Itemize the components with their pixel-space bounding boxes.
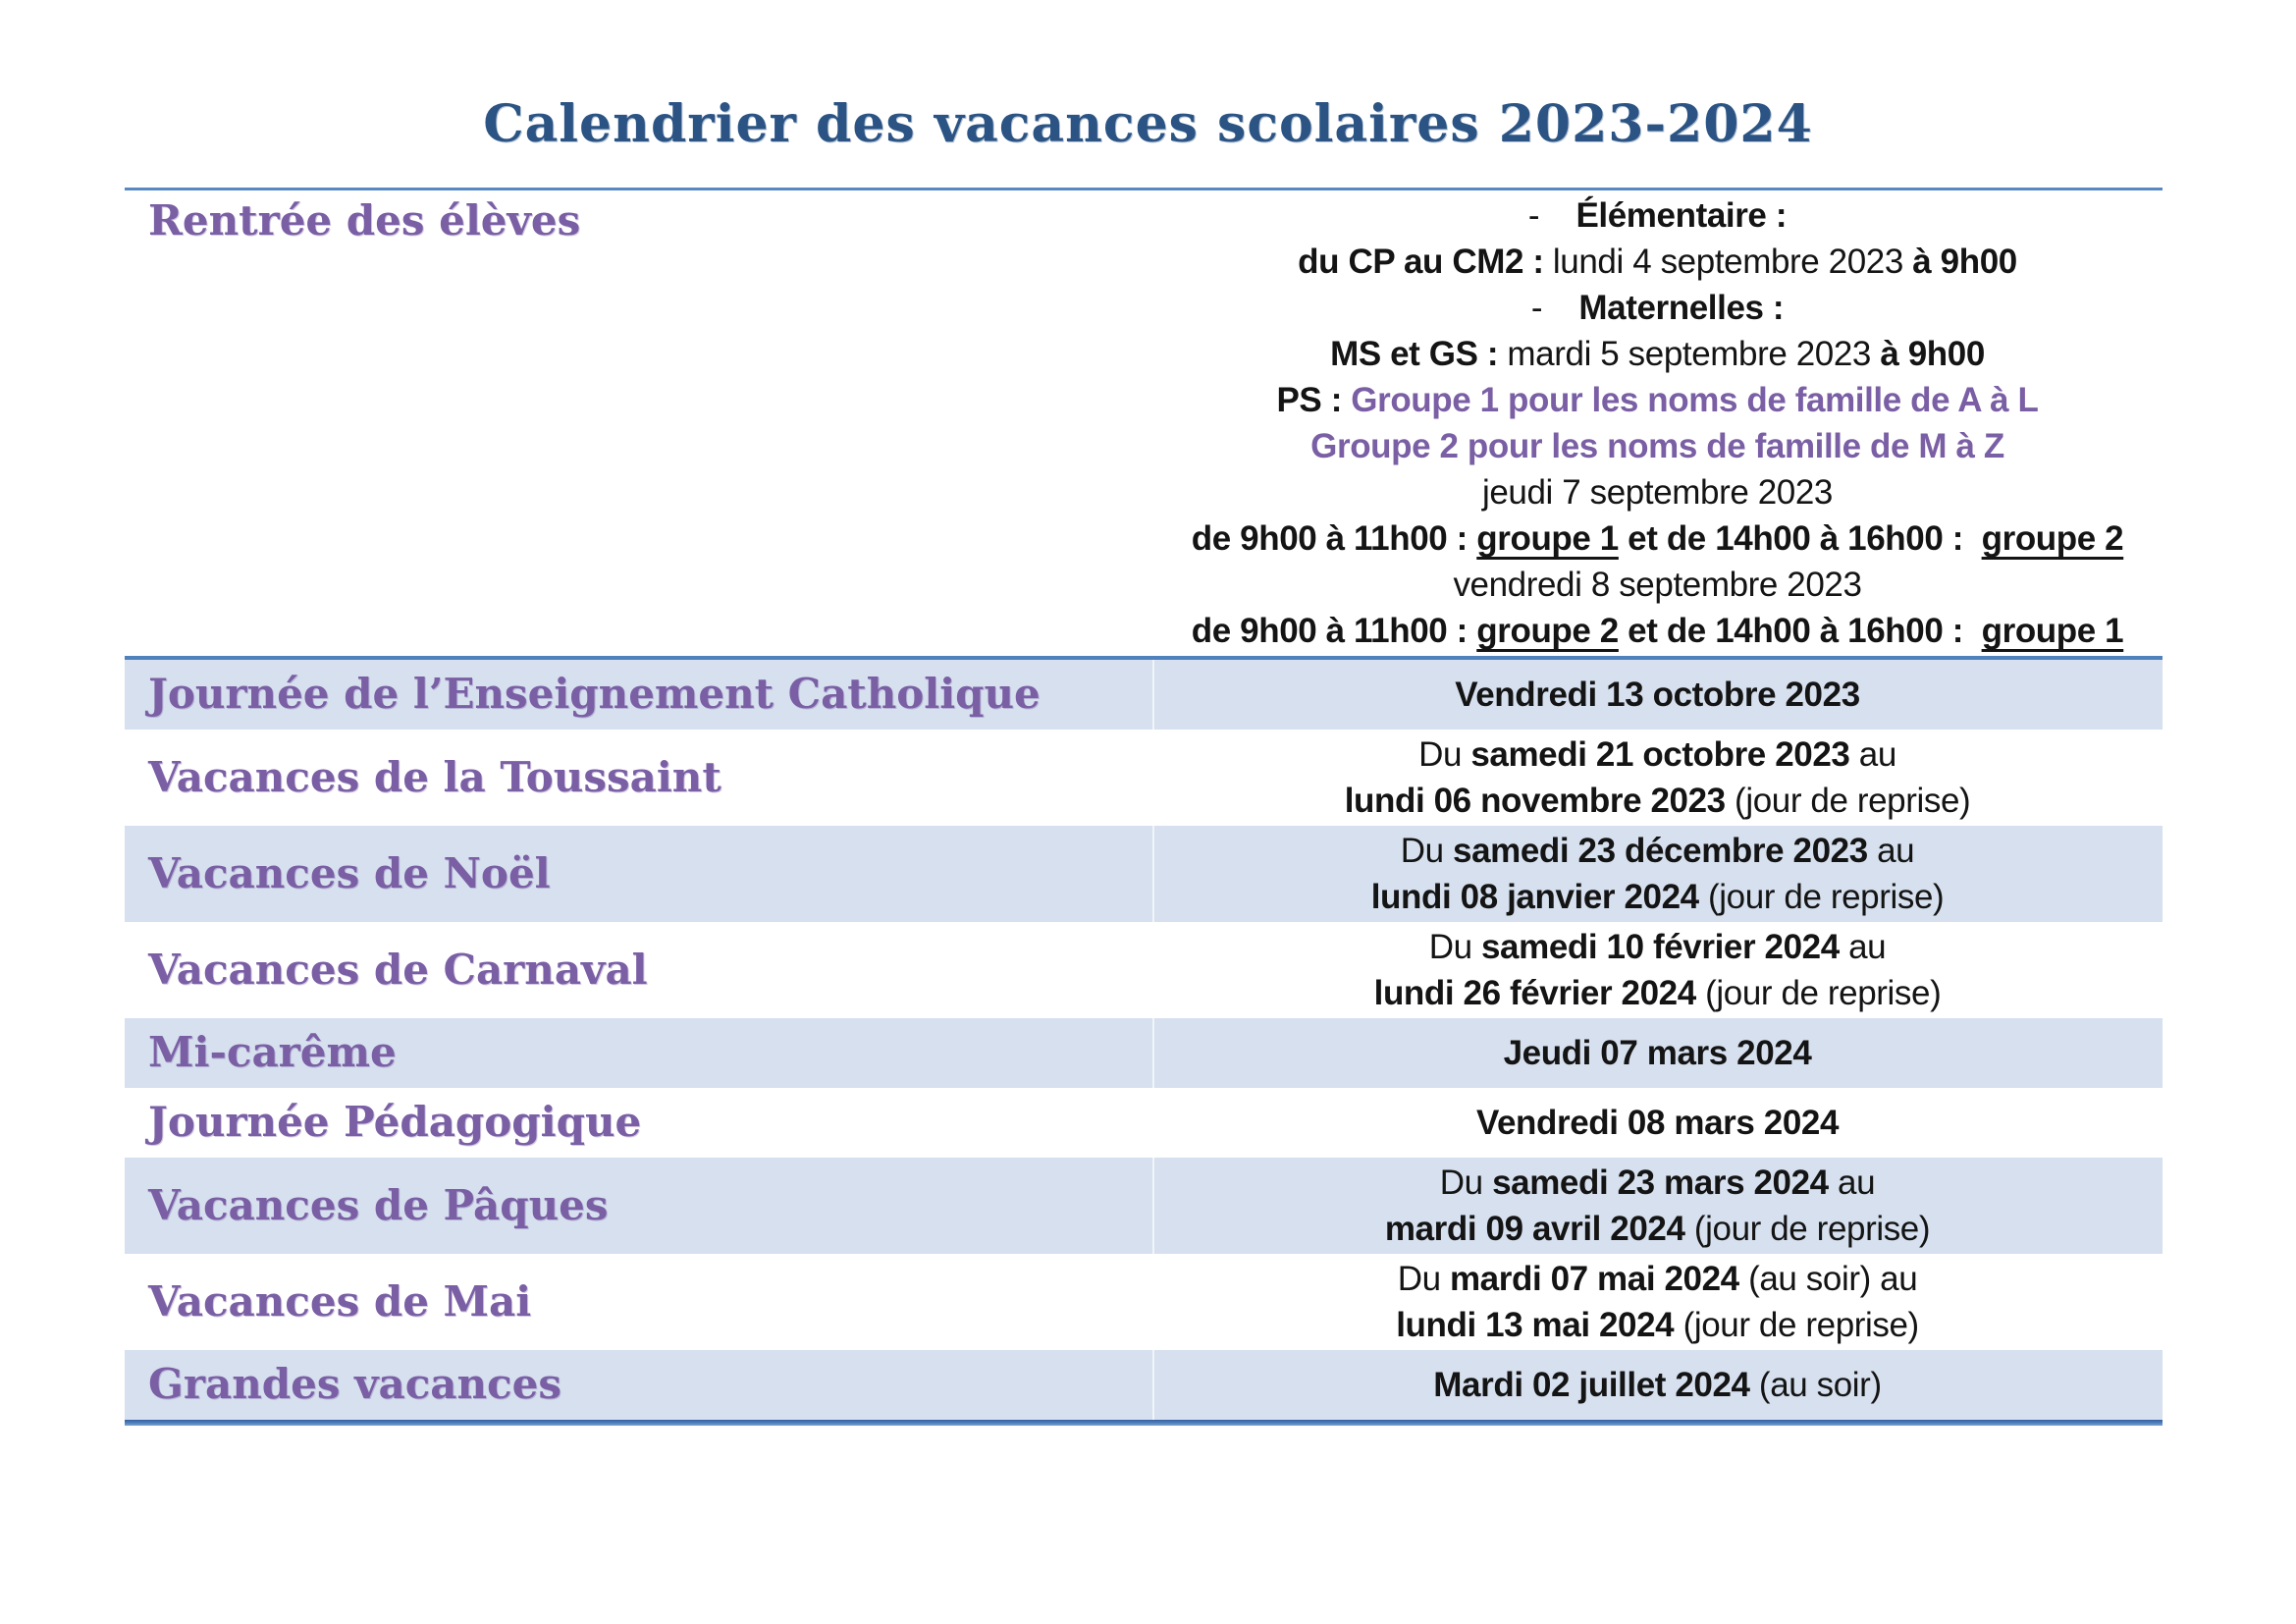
- text-segment: au: [1849, 735, 1896, 774]
- text-segment: Du: [1418, 735, 1471, 774]
- text-segment: (jour de reprise): [1674, 1306, 1919, 1344]
- event-label-cell: [125, 922, 1152, 1018]
- date-line: [1152, 192, 2163, 239]
- text-segment: groupe 1: [1476, 519, 1619, 558]
- text-segment: (au soir): [1749, 1366, 1882, 1404]
- text-segment: lundi 06 novembre 2023: [1344, 782, 1726, 820]
- date-line: [1152, 1256, 2163, 1302]
- event-label-cell: [125, 1088, 1152, 1158]
- calendar-table: [125, 188, 2163, 1426]
- text-segment: à 9h00: [1912, 243, 2017, 281]
- table-row: [125, 660, 2163, 730]
- text-segment: Du: [1428, 928, 1481, 966]
- text-segment: groupe 1: [1981, 612, 2124, 650]
- text-segment: Jeudi 07 mars 2024: [1503, 1034, 1812, 1072]
- text-segment: Maternelles :: [1578, 289, 1785, 327]
- text-segment: groupe 2: [1476, 612, 1619, 650]
- date-line: [1152, 1302, 2163, 1348]
- event-label-cell: [125, 660, 1152, 730]
- table-row: [125, 1018, 2163, 1088]
- page-title: Calendrier des vacances scolaires 2023-2024: [483, 94, 1813, 154]
- text-segment: (jour de reprise): [1698, 878, 1945, 916]
- text-segment: au: [1828, 1164, 1876, 1202]
- event-label-cell: [125, 1350, 1152, 1420]
- event-label: Vacances de Noël: [148, 848, 551, 897]
- date-line: [1152, 1030, 2163, 1076]
- event-label: Vacances de Carnaval: [148, 945, 648, 994]
- table-row: [125, 1254, 2163, 1350]
- date-line: [1152, 608, 2163, 654]
- text-segment: du CP au CM2 :: [1298, 243, 1553, 281]
- event-label-cell: [125, 730, 1152, 826]
- text-segment: MS et GS :: [1330, 335, 1508, 373]
- text-segment: mardi 5 septembre 2023: [1507, 335, 1881, 373]
- event-label-cell: [125, 1158, 1152, 1254]
- text-segment: Mardi 02 juillet 2024: [1433, 1366, 1750, 1404]
- text-segment: (jour de reprise): [1725, 782, 1971, 820]
- event-dates-cell: [1152, 1254, 2163, 1350]
- date-line: [1152, 874, 2163, 920]
- event-dates-cell: [1152, 1018, 2163, 1088]
- table-row: [125, 1088, 2163, 1158]
- date-line: [1152, 1100, 2163, 1146]
- event-dates-cell: [1152, 660, 2163, 730]
- event-dates-cell: [1152, 1088, 2163, 1158]
- table-bottom-border: [125, 1420, 2163, 1426]
- event-label: Mi-carême: [148, 1028, 397, 1077]
- text-segment: Du: [1400, 832, 1454, 870]
- date-line: [1152, 239, 2163, 285]
- event-dates-cell: [1152, 922, 2163, 1018]
- event-label: Grandes vacances: [148, 1360, 561, 1409]
- text-segment: mardi 09 avril 2024: [1384, 1210, 1685, 1248]
- text-segment: de 9h00 à 11h00 :: [1191, 519, 1477, 558]
- text-segment: samedi 21 octobre 2023: [1470, 735, 1850, 774]
- table-row: [125, 730, 2163, 826]
- text-segment: Du: [1439, 1164, 1493, 1202]
- text-segment: Élémentaire :: [1575, 196, 1788, 235]
- table-row: [125, 1350, 2163, 1420]
- event-dates-cell: [1152, 826, 2163, 922]
- event-label-cell: [125, 190, 1152, 656]
- date-line: [1152, 778, 2163, 824]
- text-segment: jeudi 7 septembre 2023: [1481, 473, 1833, 512]
- event-label: Vacances de Pâques: [148, 1180, 609, 1229]
- text-segment: lundi 4 septembre 2023: [1552, 243, 1913, 281]
- text-segment: -: [1527, 196, 1576, 235]
- text-segment: Groupe 2 pour les noms de famille de M à Z: [1310, 427, 2004, 465]
- text-segment: Vendredi 08 mars 2024: [1475, 1104, 1840, 1142]
- date-line: [1152, 562, 2163, 608]
- event-dates-cell: [1152, 1158, 2163, 1254]
- event-label: Journée Pédagogique: [148, 1098, 642, 1147]
- date-line: [1152, 828, 2163, 874]
- text-segment: lundi 26 février 2024: [1373, 974, 1696, 1012]
- text-segment: Du: [1397, 1260, 1450, 1298]
- event-label: Rentrée des élèves: [148, 196, 581, 244]
- date-line: [1152, 377, 2163, 423]
- text-segment: de 9h00 à 11h00 :: [1191, 612, 1477, 650]
- text-segment: samedi 23 décembre 2023: [1453, 832, 1868, 870]
- date-line: [1152, 515, 2163, 562]
- table-row: [125, 826, 2163, 922]
- table-row: [125, 922, 2163, 1018]
- event-dates-cell: [1152, 190, 2163, 656]
- date-line: [1152, 285, 2163, 331]
- text-segment: samedi 23 mars 2024: [1492, 1164, 1829, 1202]
- text-segment: Vendredi 13 octobre 2023: [1455, 676, 1860, 714]
- text-segment: (jour de reprise): [1695, 974, 1942, 1012]
- text-segment: et de 14h00 à 16h00 :: [1618, 612, 1982, 650]
- event-label-cell: [125, 1018, 1152, 1088]
- text-segment: lundi 13 mai 2024: [1396, 1306, 1675, 1344]
- event-label: Vacances de la Toussaint: [148, 752, 721, 801]
- table-row: [125, 190, 2163, 656]
- date-line: [1152, 1362, 2163, 1408]
- text-segment: à 9h00: [1880, 335, 1985, 373]
- table-row: [125, 1158, 2163, 1254]
- text-segment: samedi 10 février 2024: [1480, 928, 1840, 966]
- date-line: [1152, 731, 2163, 778]
- text-segment: au: [1839, 928, 1887, 966]
- event-dates-cell: [1152, 1350, 2163, 1420]
- date-line: [1152, 1206, 2163, 1252]
- text-segment: PS :: [1276, 381, 1352, 419]
- text-segment: Groupe 1 pour les noms de famille de A à L: [1351, 381, 2039, 419]
- date-line: [1152, 672, 2163, 718]
- event-label: Vacances de Mai: [148, 1276, 532, 1326]
- date-line: [1152, 970, 2163, 1016]
- event-label-cell: [125, 1254, 1152, 1350]
- date-line: [1152, 469, 2163, 515]
- text-segment: au: [1867, 832, 1915, 870]
- event-dates-cell: [1152, 730, 2163, 826]
- text-segment: -: [1530, 289, 1579, 327]
- date-line: [1152, 924, 2163, 970]
- text-segment: lundi 08 janvier 2024: [1370, 878, 1699, 916]
- text-segment: mardi 07 mai 2024: [1449, 1260, 1739, 1298]
- date-line: [1152, 423, 2163, 469]
- text-segment: et de 14h00 à 16h00 :: [1618, 519, 1982, 558]
- text-segment: (jour de reprise): [1684, 1210, 1931, 1248]
- event-label: Journée de l’Enseignement Catholique: [148, 670, 1041, 719]
- event-label-cell: [125, 826, 1152, 922]
- date-line: [1152, 1160, 2163, 1206]
- text-segment: groupe 2: [1981, 519, 2124, 558]
- text-segment: vendredi 8 septembre 2023: [1453, 566, 1862, 604]
- text-segment: (au soir) au: [1738, 1260, 1918, 1298]
- date-line: [1152, 331, 2163, 377]
